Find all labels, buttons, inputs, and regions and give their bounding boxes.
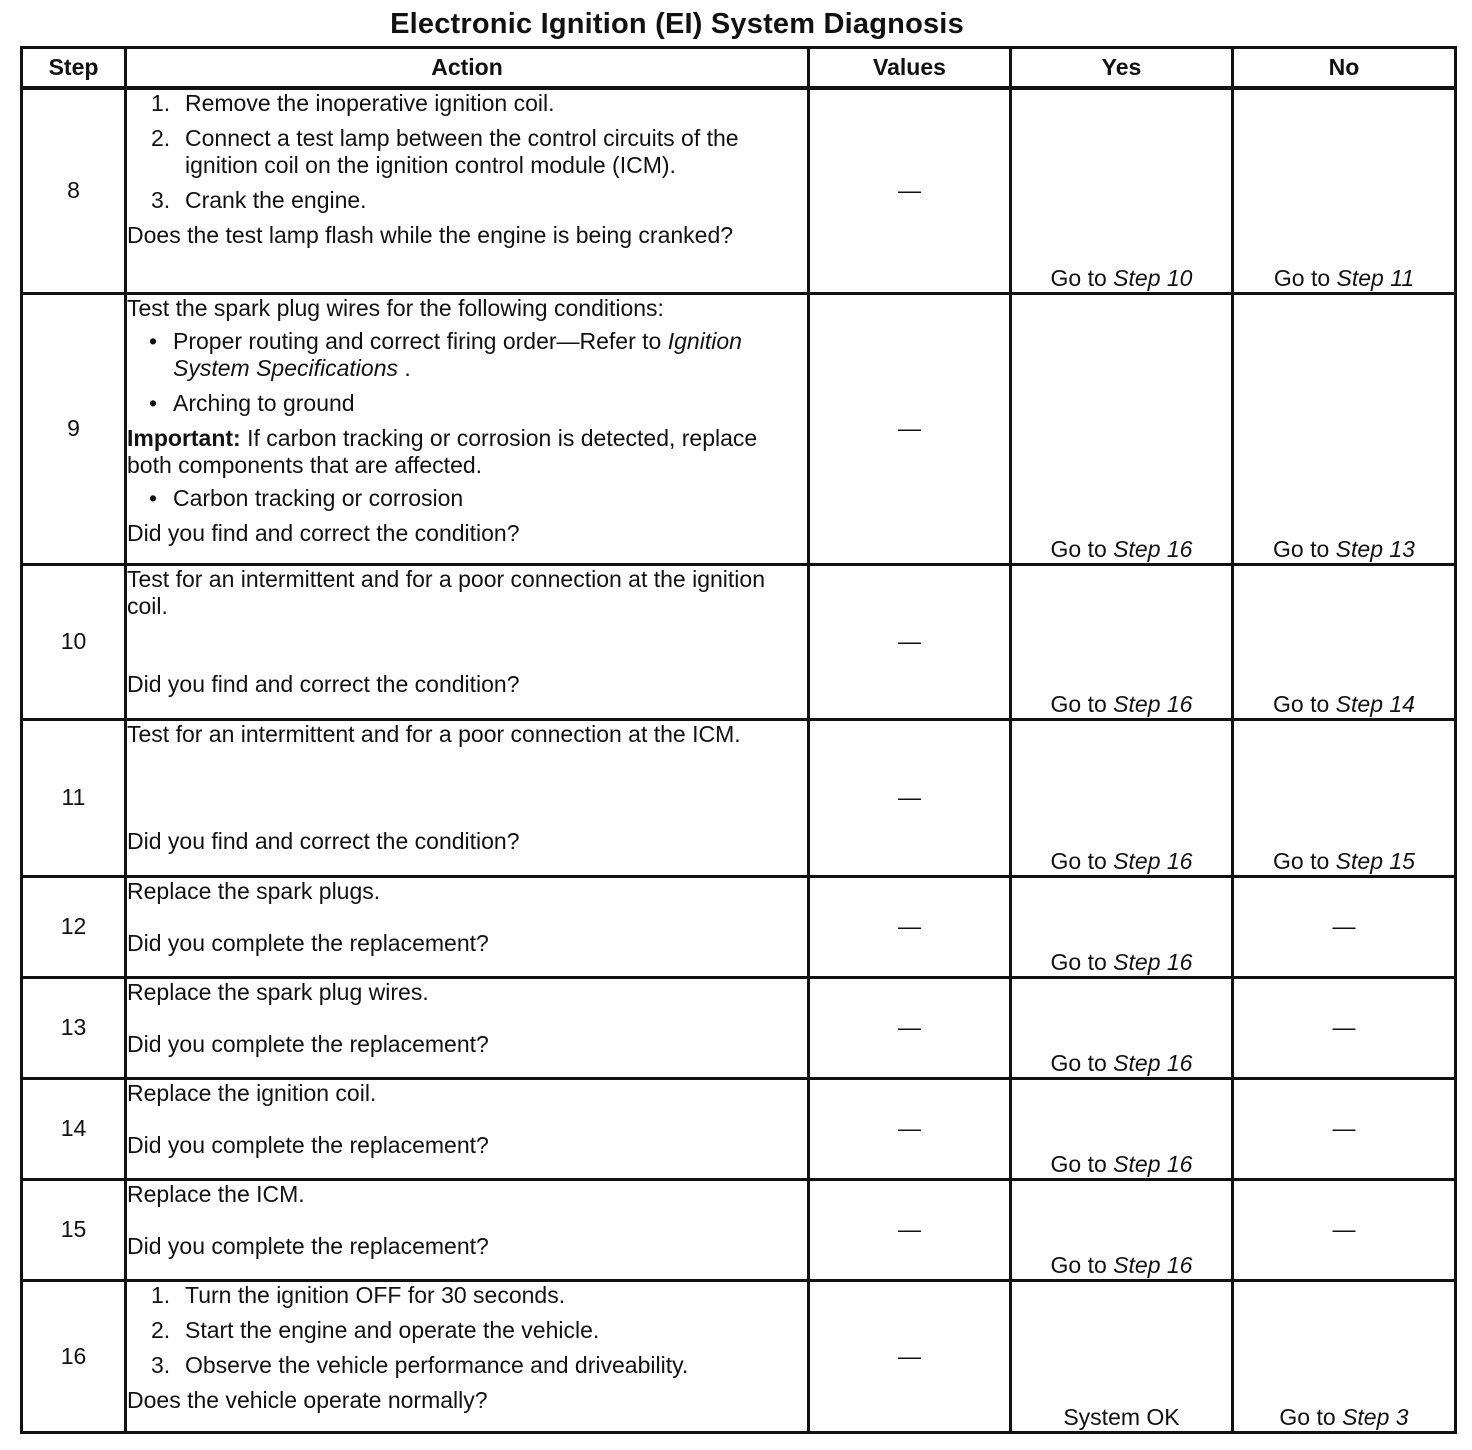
list-item: 1. Turn the ignition OFF for 30 seconds. [151,1281,566,1308]
question-text: Did you complete the replacement? [127,1030,489,1057]
question-text: Does the vehicle operate normally? [127,1386,488,1413]
no-cell: — [1233,977,1456,1078]
values-cell: — [809,977,1011,1078]
diagnosis-table [20,46,1457,1434]
step-number: 16 [22,1280,126,1432]
header-no: No [1233,48,1456,89]
no-cell: — [1233,876,1456,977]
action-cell [126,1078,809,1179]
action-cell [126,876,809,977]
step-number: 13 [22,977,126,1078]
step-number: 12 [22,876,126,977]
header-action: Action [126,48,809,89]
list-item: 1. Remove the inoperative ignition coil. [151,90,555,116]
table-row [22,876,1456,977]
no-cell: Go to Step 3 [1233,1280,1456,1432]
action-cell [126,977,809,1078]
question-text: Does the test lamp flash while the engine is being cranked? [127,222,734,248]
values-cell: — [809,719,1011,876]
table-row [22,719,1456,876]
list-item: • Arching to ground [149,389,355,416]
question-text: Did you find and correct the condition? [127,670,520,697]
yes-cell: Go to Step 16 [1011,876,1233,977]
no-cell: Go to Step 13 [1233,293,1456,564]
action-cell [126,293,809,564]
yes-cell: Go to Step 16 [1011,1179,1233,1280]
table-row [22,977,1456,1078]
table-row [22,1078,1456,1179]
intro-text: Test the spark plug wires for the following conditions: [127,294,664,321]
table-header-row [22,48,1456,89]
action-text: Replace the ICM. [127,1180,305,1207]
numbered-list [127,1282,807,1379]
action-text: Replace the ignition coil. [127,1079,377,1106]
action-text: Replace the spark plug wires. [127,978,429,1005]
header-values: Values [809,48,1011,89]
numbered-list [127,90,807,214]
no-cell: Go to Step 11 [1233,88,1456,293]
action-text: Test for an intermittent and for a poor connection at the ICM. [127,720,741,747]
no-cell: Go to Step 14 [1233,564,1456,719]
yes-cell: Go to Step 16 [1011,564,1233,719]
values-cell: — [809,88,1011,293]
table-row [22,564,1456,719]
yes-cell: Go to Step 16 [1011,293,1233,564]
question-text: Did you complete the replacement? [127,1131,489,1158]
step-number: 10 [22,564,126,719]
table-row [22,1179,1456,1280]
step-number: 15 [22,1179,126,1280]
no-cell: — [1233,1078,1456,1179]
header-step: Step [22,48,126,89]
step-number: 8 [22,88,126,293]
values-cell: — [809,564,1011,719]
action-cell [126,1179,809,1280]
list-item: 2. Connect a test lamp between the control circuits of the ignition coil on the ignition control module (ICM). [151,125,739,178]
values-cell: — [809,876,1011,977]
table-row [22,293,1456,564]
header-yes: Yes [1011,48,1233,89]
bullet-list [127,328,807,417]
action-cell [126,564,809,719]
bullet-list [127,485,807,512]
values-cell: — [809,1078,1011,1179]
table-row [22,1280,1456,1432]
no-cell: Go to Step 15 [1233,719,1456,876]
question-text: Did you complete the replacement? [127,1232,489,1259]
list-item: • Proper routing and correct firing order—Refer to Ignition System Specifications . [149,327,742,381]
action-text: Test for an intermittent and for a poor connection at the ignition coil. [127,565,765,619]
question-text: Did you find and correct the condition? [127,827,520,854]
list-item: 3. Crank the engine. [151,187,367,213]
action-cell [126,1280,809,1432]
action-cell [126,719,809,876]
step-number: 11 [22,719,126,876]
yes-cell: Go to Step 16 [1011,977,1233,1078]
page-title: Electronic Ignition (EI) System Diagnosis [390,8,964,40]
action-cell [126,88,809,293]
yes-cell: Go to Step 16 [1011,1078,1233,1179]
action-text: Replace the spark plugs. [127,877,381,904]
no-cell: — [1233,1179,1456,1280]
list-item: 3. Observe the vehicle performance and driveability. [151,1351,689,1378]
table-row [22,88,1456,293]
question-text: Did you find and correct the condition? [127,519,520,546]
step-number: 9 [22,293,126,564]
yes-cell: Go to Step 16 [1011,719,1233,876]
step-number: 14 [22,1078,126,1179]
important-note: Important: If carbon tracking or corrosion is detected, replace both components that are affected. [127,424,758,478]
yes-cell: Go to Step 10 [1011,88,1233,293]
yes-cell: System OK [1011,1280,1233,1432]
list-item: 2. Start the engine and operate the vehicle. [151,1316,600,1343]
values-cell: — [809,1179,1011,1280]
values-cell: — [809,293,1011,564]
values-cell: — [809,1280,1011,1432]
list-item: • Carbon tracking or corrosion [149,484,464,511]
question-text: Did you complete the replacement? [127,929,489,956]
